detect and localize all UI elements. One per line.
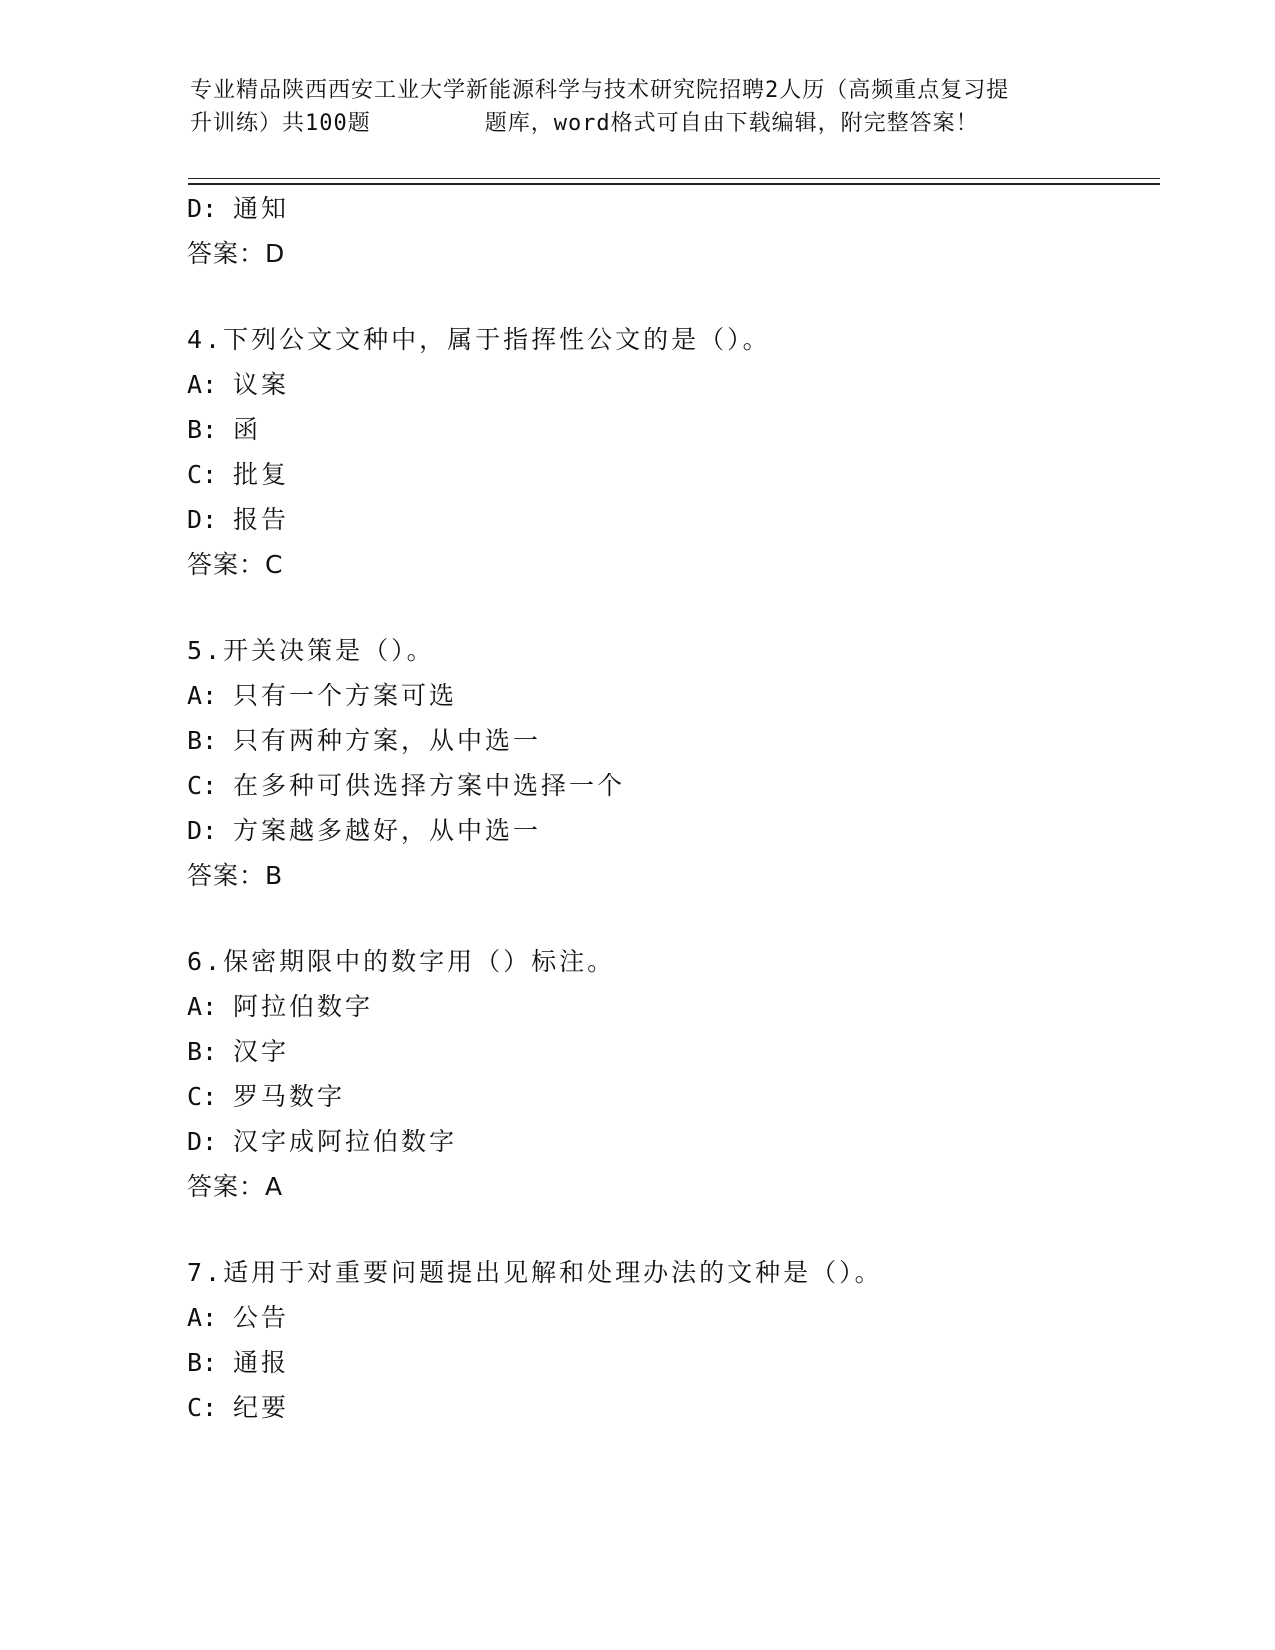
option-text: 只有一个方案可选: [233, 681, 458, 710]
question-5-option-d: [187, 815, 541, 847]
question-4-answer: 答案：C: [187, 550, 284, 579]
header-rule-thick: [188, 183, 1160, 185]
question-5-stem: 5.开关决策是（）。: [187, 636, 435, 665]
option-text: 方案越多越好，从中选一: [233, 816, 542, 845]
option-text: 通知: [233, 194, 290, 223]
option-label: B:: [187, 726, 218, 755]
option-label: C:: [187, 1082, 218, 1111]
option-label: D:: [187, 194, 218, 223]
question-6-option-b: [187, 1036, 289, 1068]
option-label: A:: [187, 370, 218, 399]
option-text: 通报: [233, 1348, 290, 1377]
option-text: 在多种可供选择方案中选择一个: [233, 771, 626, 800]
option-label: D:: [187, 505, 218, 534]
option-label: C:: [187, 1393, 218, 1422]
prev-option-d: [187, 193, 289, 225]
option-text: 阿拉伯数字: [233, 992, 374, 1021]
prev-answer: 答案：D: [187, 239, 286, 268]
question-6-option-d: [187, 1126, 457, 1158]
option-text: 公告: [233, 1303, 290, 1332]
question-5-option-c: [187, 770, 625, 802]
option-label: C:: [187, 460, 218, 489]
option-label: D:: [187, 816, 218, 845]
question-7-option-a: [187, 1302, 289, 1334]
option-text: 批复: [233, 460, 290, 489]
option-text: 议案: [233, 370, 290, 399]
option-label: A:: [187, 992, 218, 1021]
question-7-option-b: [187, 1347, 289, 1379]
question-6-stem: 6.保密期限中的数字用（）标注。: [187, 947, 616, 976]
option-label: B:: [187, 1348, 218, 1377]
option-text: 汉字: [233, 1037, 290, 1066]
header-rule-thin: [188, 178, 1160, 179]
option-text: 汉字成阿拉伯数字: [233, 1127, 458, 1156]
question-5-option-b: [187, 725, 541, 757]
question-5-option-a: [187, 680, 457, 712]
option-text: 只有两种方案，从中选一: [233, 726, 542, 755]
document-header: [190, 74, 1090, 140]
question-7-option-c: [187, 1392, 289, 1424]
option-label: C:: [187, 771, 218, 800]
option-label: A:: [187, 1303, 218, 1332]
header-line-2: 升训练）共100题 题库，word格式可自由下载编辑，附完整答案！: [190, 111, 979, 136]
question-5-answer: 答案：B: [187, 861, 284, 890]
question-4-option-d: [187, 504, 289, 536]
option-text: 函: [233, 415, 262, 444]
option-text: 纪要: [233, 1393, 290, 1422]
option-label: D:: [187, 1127, 218, 1156]
question-4-option-c: [187, 459, 289, 491]
option-text: 罗马数字: [233, 1082, 346, 1111]
question-4-stem: 4.下列公文文种中，属于指挥性公文的是（）。: [187, 325, 771, 354]
question-6-option-a: [187, 991, 373, 1023]
question-7-stem: 7.适用于对重要问题提出见解和处理办法的文种是（）。: [187, 1258, 883, 1287]
option-label: A:: [187, 681, 218, 710]
option-label: B:: [187, 1037, 218, 1066]
header-line-1: 专业精品陕西西安工业大学新能源科学与技术研究院招聘2人历（高频重点复习提: [190, 78, 1010, 103]
question-6-answer: 答案：A: [187, 1172, 284, 1201]
question-6-option-c: [187, 1081, 345, 1113]
option-text: 报告: [233, 505, 290, 534]
question-4-option-a: [187, 369, 289, 401]
option-label: B:: [187, 415, 218, 444]
question-4-option-b: [187, 414, 261, 446]
